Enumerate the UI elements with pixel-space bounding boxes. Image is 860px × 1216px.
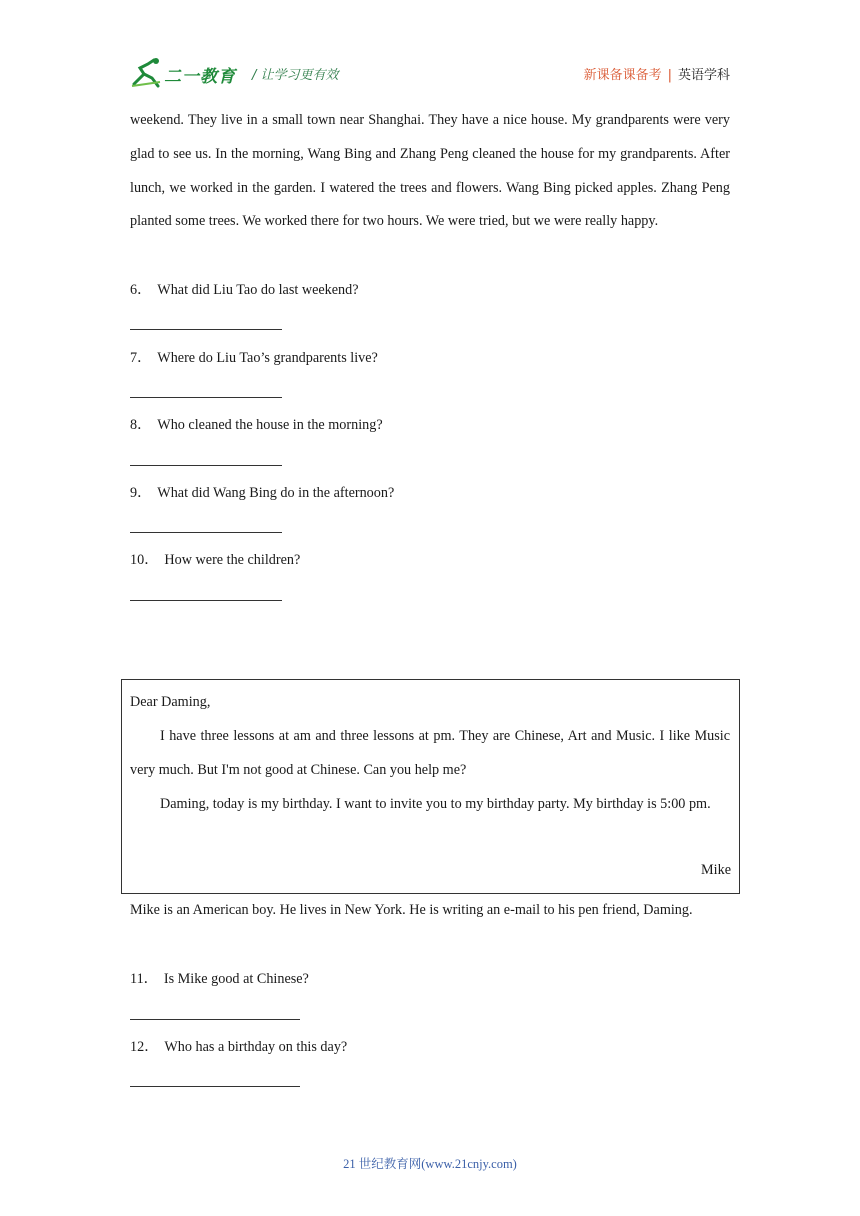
question-6: [130, 280, 359, 300]
slogan: / 让学习更有效: [252, 68, 339, 83]
logo-text: 二一教育: [164, 67, 236, 87]
header-subject: 英语学科: [677, 68, 730, 83]
question-9: [130, 483, 394, 503]
question-text: What did Wang Bing do in the afternoon?: [157, 485, 395, 501]
letter-paragraph-1: I have three lessons at am and three lessons at pm. They are Chinese, Art and Music. I like Music very much. But I'm not good at Chinese. Can you help me?: [130, 728, 730, 778]
page-footer: 21 世纪教育网(www.21cnjy.com): [343, 1157, 517, 1171]
question-10: [130, 550, 300, 570]
question-number: 7．: [130, 350, 152, 366]
question-7: [130, 348, 378, 368]
question-11: [130, 969, 309, 989]
intro-text: Mike is an American boy. He lives in New York. He is writing an e-mail to his pen friend, Daming.: [130, 902, 693, 918]
answer-line-9[interactable]: [130, 532, 282, 533]
page-header: [130, 56, 730, 90]
question-number: 10．: [130, 552, 159, 568]
question-text: Who has a birthday on this day?: [164, 1039, 348, 1055]
question-number: 8．: [130, 417, 152, 433]
question-number: 6．: [130, 282, 152, 298]
question-text: How were the children?: [164, 552, 301, 568]
letter-greeting: Dear Daming,: [130, 694, 211, 710]
question-12: [130, 1037, 347, 1057]
header-right: [584, 64, 730, 83]
question-text: Is Mike good at Chinese?: [163, 971, 309, 987]
answer-line-6[interactable]: [130, 329, 282, 330]
question-text: Where do Liu Tao’s grandparents live?: [157, 350, 378, 366]
header-course-label: 新课备课备考: [583, 68, 662, 83]
answer-line-11[interactable]: [130, 1019, 300, 1020]
letter-paragraph-2: Daming, today is my birthday. I want to invite you to my birthday party. My birthday is 5:00 pm.: [160, 796, 711, 812]
letter-signature: Mike: [701, 862, 731, 878]
question-8: [130, 415, 383, 435]
question-number: 12．: [130, 1039, 159, 1055]
question-number: 9．: [130, 485, 152, 501]
answer-line-8[interactable]: [130, 465, 282, 466]
answer-line-7[interactable]: [130, 397, 282, 398]
logo: [130, 56, 242, 90]
question-number: 11．: [130, 971, 158, 987]
answer-line-12[interactable]: [130, 1086, 300, 1087]
runner-logo-icon: [130, 56, 164, 90]
reading-passage: weekend. They live in a small town near Shanghai. They have a nice house. My grandparents were very glad to see us. In the morning, Wang Bing and Zhang Peng cleaned the house for my grandparents. After lunch, we worked in the garden. I watered the trees and flowers. Wang Bing picked apples. Zhang Peng planted some trees. We worked there for two hours. We were tried, but we were really happy.: [130, 112, 730, 230]
header-separator: |: [667, 68, 672, 83]
letter-box: [121, 679, 740, 894]
question-text: Who cleaned the house in the morning?: [157, 417, 383, 433]
question-text: What did Liu Tao do last weekend?: [157, 282, 359, 298]
answer-line-10[interactable]: [130, 600, 282, 601]
